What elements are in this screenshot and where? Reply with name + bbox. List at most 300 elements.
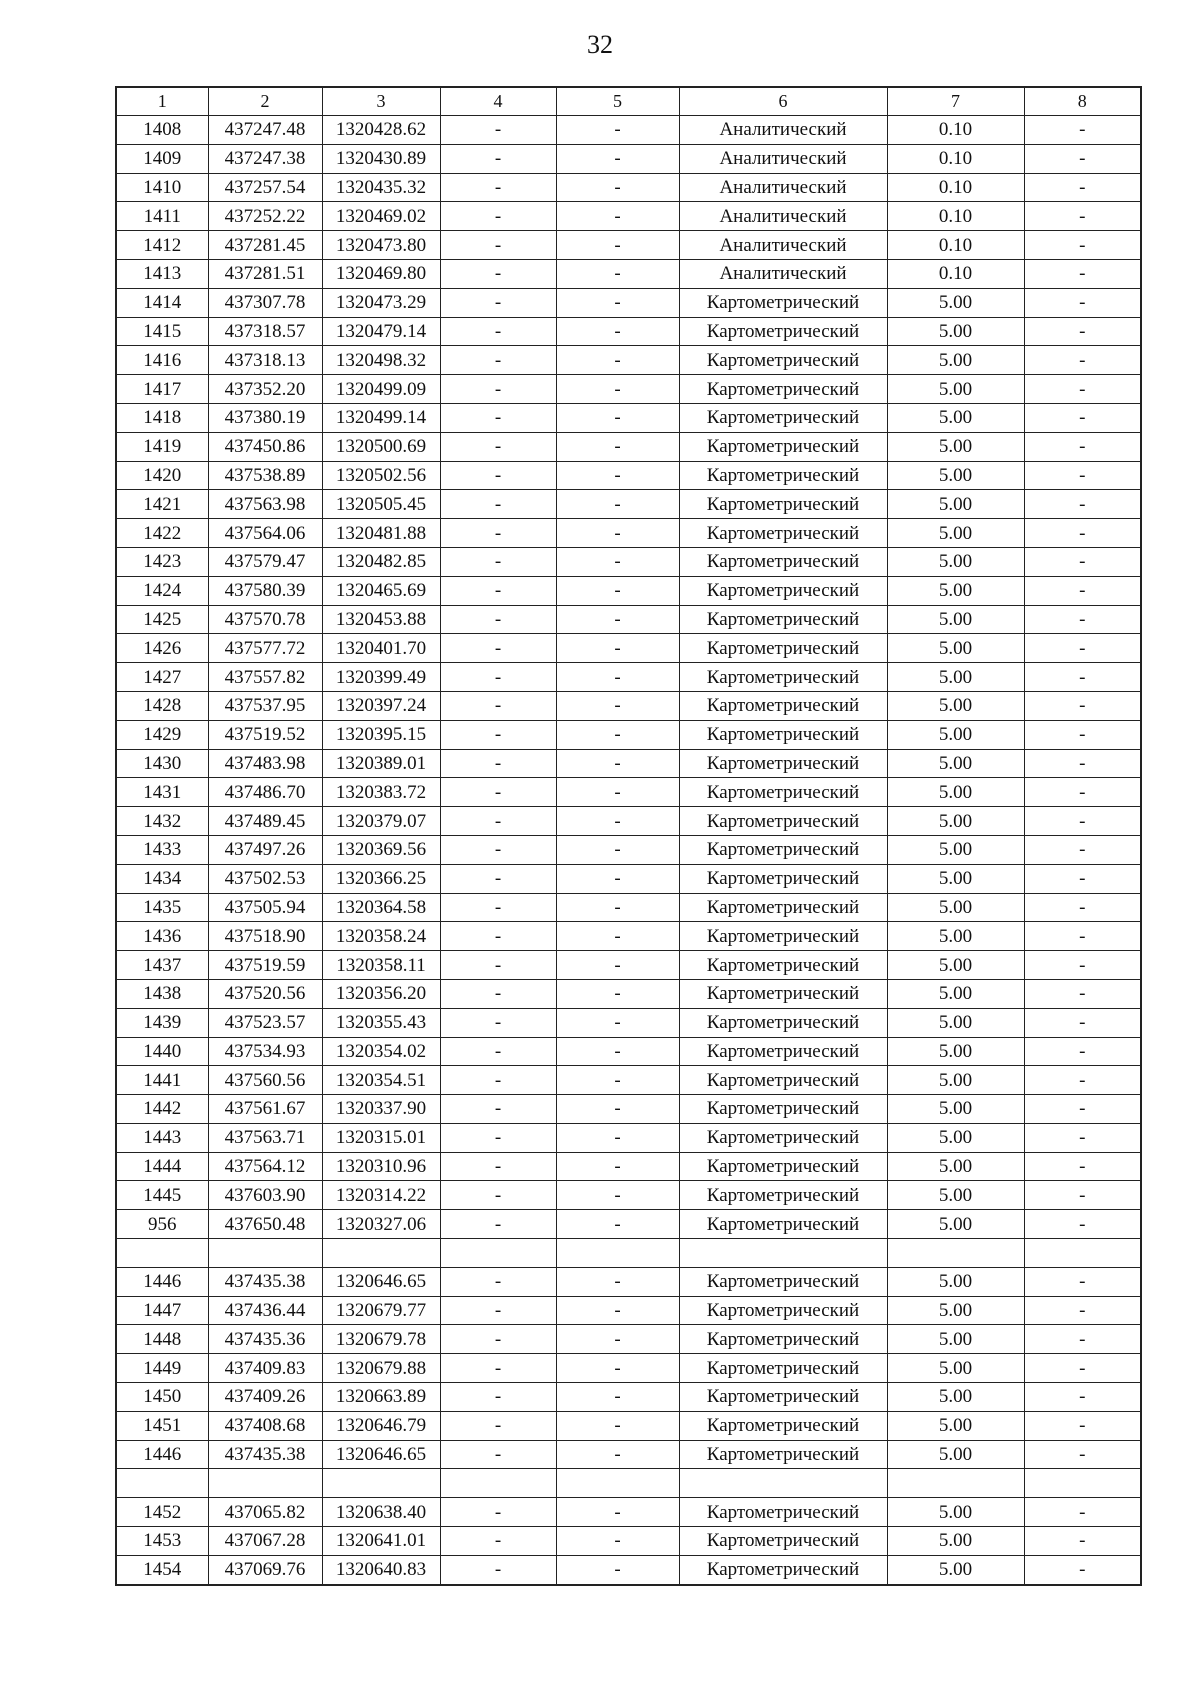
table-row [116, 979, 1141, 1008]
table-row [116, 893, 1141, 922]
table-cell: 437409.26 [208, 1383, 322, 1412]
table-cell: 1437 [116, 951, 208, 980]
table-cell: 1446 [116, 1440, 208, 1469]
table-cell: - [556, 1066, 679, 1095]
table-cell: 1320379.07 [322, 807, 440, 836]
table-cell [440, 1239, 556, 1268]
table-cell: 437435.38 [208, 1267, 322, 1296]
table-cell [208, 1239, 322, 1268]
table-cell: 1320354.51 [322, 1066, 440, 1095]
table-header-row [116, 87, 1141, 116]
table-cell: 437435.36 [208, 1325, 322, 1354]
table-cell: - [440, 951, 556, 980]
table-cell: - [556, 951, 679, 980]
table-cell: - [1024, 1325, 1141, 1354]
table-cell: Аналитический [679, 116, 887, 145]
table-cell: - [556, 979, 679, 1008]
table-cell: Картометрический [679, 1296, 887, 1325]
table-cell: - [1024, 893, 1141, 922]
table-cell: 1428 [116, 691, 208, 720]
table-cell: 1409 [116, 144, 208, 173]
table-row [116, 375, 1141, 404]
separator-row [116, 1239, 1141, 1268]
table-cell: 437497.26 [208, 835, 322, 864]
table-cell: - [556, 1123, 679, 1152]
table-cell: - [556, 1555, 679, 1584]
table-cell: 5.00 [887, 749, 1024, 778]
table-row [116, 778, 1141, 807]
table-cell: - [556, 346, 679, 375]
table-row [116, 1325, 1141, 1354]
table-cell: 1447 [116, 1296, 208, 1325]
table-cell: - [440, 1123, 556, 1152]
table-cell: 437505.94 [208, 893, 322, 922]
table-cell: 1425 [116, 605, 208, 634]
table-cell: 1320435.32 [322, 173, 440, 202]
table-cell: - [556, 1181, 679, 1210]
table-cell: - [1024, 749, 1141, 778]
table-cell: 5.00 [887, 1383, 1024, 1412]
table-cell: 5.00 [887, 605, 1024, 634]
table-cell: - [1024, 720, 1141, 749]
table-cell: 1320498.32 [322, 346, 440, 375]
table-cell: 5.00 [887, 346, 1024, 375]
table-cell: - [440, 547, 556, 576]
table-cell: 1413 [116, 259, 208, 288]
table-cell: 437067.28 [208, 1527, 322, 1556]
table-cell: 0.10 [887, 173, 1024, 202]
table-cell: 1439 [116, 1008, 208, 1037]
table-row [116, 202, 1141, 231]
table-cell: - [1024, 576, 1141, 605]
table-cell: 1442 [116, 1095, 208, 1124]
table-cell: 5.00 [887, 1325, 1024, 1354]
table-row [116, 519, 1141, 548]
table-cell: - [1024, 432, 1141, 461]
table-cell: - [556, 663, 679, 692]
table-cell: 437069.76 [208, 1555, 322, 1584]
table-cell: 437580.39 [208, 576, 322, 605]
table-cell: - [440, 1498, 556, 1527]
table-cell: 437563.71 [208, 1123, 322, 1152]
table-row [116, 1066, 1141, 1095]
table-cell: - [1024, 1095, 1141, 1124]
table-cell: - [1024, 663, 1141, 692]
table-cell: - [440, 634, 556, 663]
table-cell: 1451 [116, 1411, 208, 1440]
table-cell: 1320337.90 [322, 1095, 440, 1124]
table-cell: Картометрический [679, 432, 887, 461]
table-cell: - [440, 1383, 556, 1412]
table-cell: - [556, 432, 679, 461]
table-cell: 5.00 [887, 979, 1024, 1008]
table-cell: 1440 [116, 1037, 208, 1066]
table-cell: 5.00 [887, 807, 1024, 836]
table-row [116, 1008, 1141, 1037]
table-cell: 5.00 [887, 634, 1024, 663]
table-cell: - [1024, 605, 1141, 634]
table-cell: - [556, 1498, 679, 1527]
table-cell: 1320358.11 [322, 951, 440, 980]
table-cell: 437519.59 [208, 951, 322, 980]
table-cell: 1320395.15 [322, 720, 440, 749]
table-cell: Картометрический [679, 1152, 887, 1181]
table-cell [208, 1469, 322, 1498]
table-row [116, 1210, 1141, 1239]
table-cell: - [1024, 173, 1141, 202]
table-cell [322, 1469, 440, 1498]
table-cell: - [556, 807, 679, 836]
table-row [116, 864, 1141, 893]
table-cell: - [440, 1037, 556, 1066]
table-cell: 437252.22 [208, 202, 322, 231]
table-cell: 5.00 [887, 1440, 1024, 1469]
table-cell: 437352.20 [208, 375, 322, 404]
table-cell: - [1024, 1210, 1141, 1239]
table-cell: - [1024, 317, 1141, 346]
table-cell: - [440, 1325, 556, 1354]
table-row [116, 1095, 1141, 1124]
column-header-4: 4 [440, 87, 556, 116]
table-cell: 1320469.02 [322, 202, 440, 231]
table-cell: - [440, 691, 556, 720]
table-cell: - [556, 144, 679, 173]
table-cell: 1320364.58 [322, 893, 440, 922]
table-cell: 1444 [116, 1152, 208, 1181]
table-cell: 1446 [116, 1267, 208, 1296]
table-cell: - [440, 979, 556, 1008]
table-cell: 1320500.69 [322, 432, 440, 461]
table-row [116, 634, 1141, 663]
table-cell: - [440, 116, 556, 145]
table-cell: 437520.56 [208, 979, 322, 1008]
table-cell: 437650.48 [208, 1210, 322, 1239]
table-cell: 5.00 [887, 1123, 1024, 1152]
table-cell: 437560.56 [208, 1066, 322, 1095]
table-cell: - [440, 173, 556, 202]
table-cell: - [440, 663, 556, 692]
table-cell: - [440, 1152, 556, 1181]
table-cell: 437518.90 [208, 922, 322, 951]
table-cell: 437450.86 [208, 432, 322, 461]
table-cell: 437257.54 [208, 173, 322, 202]
table-cell [116, 1239, 208, 1268]
table-cell: 5.00 [887, 1296, 1024, 1325]
table-cell: Картометрический [679, 864, 887, 893]
table-cell: - [556, 259, 679, 288]
table-cell: 5.00 [887, 1037, 1024, 1066]
table-cell: - [556, 893, 679, 922]
table-cell: 437247.38 [208, 144, 322, 173]
table-cell: Картометрический [679, 691, 887, 720]
table-cell: - [440, 432, 556, 461]
table-cell: 1320401.70 [322, 634, 440, 663]
table-cell: - [1024, 922, 1141, 951]
table-row [116, 835, 1141, 864]
table-cell: 437579.47 [208, 547, 322, 576]
table-row [116, 663, 1141, 692]
table-cell: - [556, 375, 679, 404]
table-cell: 5.00 [887, 835, 1024, 864]
table-cell: Картометрический [679, 922, 887, 951]
table-cell: 5.00 [887, 663, 1024, 692]
table-cell: 1320355.43 [322, 1008, 440, 1037]
table-cell: 1320354.02 [322, 1037, 440, 1066]
table-cell: 1435 [116, 893, 208, 922]
table-cell: 1443 [116, 1123, 208, 1152]
table-cell: - [1024, 1498, 1141, 1527]
table-cell: 437564.12 [208, 1152, 322, 1181]
table-cell: 5.00 [887, 375, 1024, 404]
table-cell: - [556, 576, 679, 605]
table-cell: - [440, 317, 556, 346]
table-row [116, 1440, 1141, 1469]
table-cell: Картометрический [679, 1123, 887, 1152]
table-cell: 5.00 [887, 1411, 1024, 1440]
table-cell: 5.00 [887, 1527, 1024, 1556]
table-cell: - [556, 1037, 679, 1066]
table-cell: 1408 [116, 116, 208, 145]
table-cell: - [440, 288, 556, 317]
table-cell: 1320679.77 [322, 1296, 440, 1325]
table-row [116, 1527, 1141, 1556]
table-cell: Картометрический [679, 1267, 887, 1296]
table-cell: - [440, 864, 556, 893]
table-cell: 1320383.72 [322, 778, 440, 807]
table-cell: 5.00 [887, 490, 1024, 519]
table-cell: - [1024, 519, 1141, 548]
table-cell: - [1024, 116, 1141, 145]
table-cell: - [1024, 1527, 1141, 1556]
table-cell: - [440, 231, 556, 260]
table-cell: - [1024, 375, 1141, 404]
table-cell: - [556, 691, 679, 720]
table-cell [556, 1239, 679, 1268]
table-cell: - [1024, 1152, 1141, 1181]
table-row [116, 1383, 1141, 1412]
table-cell: - [440, 490, 556, 519]
table-cell: - [1024, 1267, 1141, 1296]
table-cell: - [440, 1181, 556, 1210]
table-cell: - [440, 1008, 556, 1037]
table-cell [887, 1469, 1024, 1498]
table-row [116, 288, 1141, 317]
table-cell: 1320505.45 [322, 490, 440, 519]
table-cell: Картометрический [679, 317, 887, 346]
table-cell: 1417 [116, 375, 208, 404]
table-cell: - [556, 547, 679, 576]
table-cell: 1441 [116, 1066, 208, 1095]
table-cell: 0.10 [887, 259, 1024, 288]
table-cell: - [556, 1210, 679, 1239]
table-cell: - [1024, 1555, 1141, 1584]
table-cell: Картометрический [679, 835, 887, 864]
table-cell: - [556, 835, 679, 864]
table-cell: - [440, 778, 556, 807]
table-cell: 1320389.01 [322, 749, 440, 778]
table-cell: - [440, 1440, 556, 1469]
table-cell: 1320369.56 [322, 835, 440, 864]
table-cell: - [1024, 461, 1141, 490]
table-cell: Аналитический [679, 144, 887, 173]
table-cell: 1320502.56 [322, 461, 440, 490]
table-cell: - [556, 1440, 679, 1469]
table-cell: Картометрический [679, 951, 887, 980]
table-cell: Картометрический [679, 1037, 887, 1066]
table-cell: 437281.45 [208, 231, 322, 260]
table-cell: 437247.48 [208, 116, 322, 145]
coordinates-table [115, 86, 1142, 1586]
table-cell: 1419 [116, 432, 208, 461]
table-cell: Картометрический [679, 1411, 887, 1440]
table-row [116, 922, 1141, 951]
table-cell: 5.00 [887, 547, 1024, 576]
table-cell: 956 [116, 1210, 208, 1239]
table-cell: - [440, 1267, 556, 1296]
table-cell: 437435.38 [208, 1440, 322, 1469]
table-cell: 1320473.80 [322, 231, 440, 260]
table-row [116, 1037, 1141, 1066]
table-cell: 1452 [116, 1498, 208, 1527]
table-cell: 5.00 [887, 864, 1024, 893]
table-cell: 1320430.89 [322, 144, 440, 173]
table-cell: - [440, 893, 556, 922]
table-cell: 1320641.01 [322, 1527, 440, 1556]
table-cell: - [1024, 951, 1141, 980]
table-cell: - [556, 749, 679, 778]
table-row [116, 1267, 1141, 1296]
table-cell: - [556, 1095, 679, 1124]
table-cell: - [556, 605, 679, 634]
table-cell: 1320479.14 [322, 317, 440, 346]
table-cell: 5.00 [887, 519, 1024, 548]
table-cell: 1320646.65 [322, 1267, 440, 1296]
table-cell: 437564.06 [208, 519, 322, 548]
table-cell: - [440, 749, 556, 778]
column-header-1: 1 [116, 87, 208, 116]
table-cell: Картометрический [679, 461, 887, 490]
table-row [116, 317, 1141, 346]
table-cell: - [556, 1383, 679, 1412]
table-cell: - [1024, 231, 1141, 260]
table-cell: 5.00 [887, 893, 1024, 922]
table-cell: 1320453.88 [322, 605, 440, 634]
table-cell: 5.00 [887, 1267, 1024, 1296]
table-row [116, 1498, 1141, 1527]
table-row [116, 605, 1141, 634]
table-cell: - [556, 1527, 679, 1556]
column-header-8: 8 [1024, 87, 1141, 116]
table-cell: - [1024, 202, 1141, 231]
table-cell: 5.00 [887, 403, 1024, 432]
table-cell: - [1024, 1037, 1141, 1066]
table-cell: 5.00 [887, 288, 1024, 317]
table-cell: 1449 [116, 1354, 208, 1383]
table-cell: 1422 [116, 519, 208, 548]
table-cell: - [440, 1296, 556, 1325]
table-cell: Картометрический [679, 576, 887, 605]
table-cell: 437537.95 [208, 691, 322, 720]
table-cell: 437483.98 [208, 749, 322, 778]
table-cell: 1320499.14 [322, 403, 440, 432]
table-cell: - [556, 1411, 679, 1440]
table-cell: - [440, 605, 556, 634]
table-cell: - [1024, 490, 1141, 519]
table-cell: - [556, 1296, 679, 1325]
table-cell: - [556, 490, 679, 519]
table-cell: - [1024, 403, 1141, 432]
table-cell: - [440, 835, 556, 864]
table-cell: - [440, 1354, 556, 1383]
table-cell: 1429 [116, 720, 208, 749]
table-cell: 5.00 [887, 951, 1024, 980]
table-cell: 1320646.79 [322, 1411, 440, 1440]
table-cell: 437436.44 [208, 1296, 322, 1325]
table-cell: 437538.89 [208, 461, 322, 490]
table-cell: Картометрический [679, 893, 887, 922]
table-cell: Картометрический [679, 1354, 887, 1383]
table-cell: 437577.72 [208, 634, 322, 663]
table-row [116, 749, 1141, 778]
table-cell: 437563.98 [208, 490, 322, 519]
table-cell: Картометрический [679, 346, 887, 375]
table-cell: 1426 [116, 634, 208, 663]
table-cell: 5.00 [887, 317, 1024, 346]
column-header-3: 3 [322, 87, 440, 116]
table-cell: - [1024, 259, 1141, 288]
table-cell: Картометрический [679, 720, 887, 749]
table-cell: Картометрический [679, 490, 887, 519]
table-cell: 1423 [116, 547, 208, 576]
table-cell: 1432 [116, 807, 208, 836]
table-cell: 437502.53 [208, 864, 322, 893]
table-cell: - [440, 202, 556, 231]
table-cell: 1320481.88 [322, 519, 440, 548]
table-cell: Картометрический [679, 1383, 887, 1412]
table-cell: - [556, 1152, 679, 1181]
table-cell: Картометрический [679, 634, 887, 663]
table-cell: 1430 [116, 749, 208, 778]
table-row [116, 1181, 1141, 1210]
column-header-5: 5 [556, 87, 679, 116]
table-cell: Аналитический [679, 173, 887, 202]
table-cell: 1438 [116, 979, 208, 1008]
table-cell: - [440, 259, 556, 288]
table-cell: 5.00 [887, 1354, 1024, 1383]
table-cell: 1414 [116, 288, 208, 317]
table-cell: - [1024, 288, 1141, 317]
table-cell: - [556, 116, 679, 145]
table-cell [679, 1469, 887, 1498]
table-cell: 437307.78 [208, 288, 322, 317]
table-cell: 1454 [116, 1555, 208, 1584]
table-cell: 1320499.09 [322, 375, 440, 404]
table-cell: - [1024, 144, 1141, 173]
table-cell [556, 1469, 679, 1498]
table-row [116, 259, 1141, 288]
table-cell: 5.00 [887, 576, 1024, 605]
table-cell: Картометрический [679, 1210, 887, 1239]
table-row [116, 1123, 1141, 1152]
table-cell: - [556, 720, 679, 749]
table-cell: - [556, 173, 679, 202]
table-cell: 1320315.01 [322, 1123, 440, 1152]
table-cell: - [440, 375, 556, 404]
table-cell: 5.00 [887, 1152, 1024, 1181]
table-cell: - [556, 922, 679, 951]
table-row [116, 461, 1141, 490]
table-cell: - [556, 1008, 679, 1037]
